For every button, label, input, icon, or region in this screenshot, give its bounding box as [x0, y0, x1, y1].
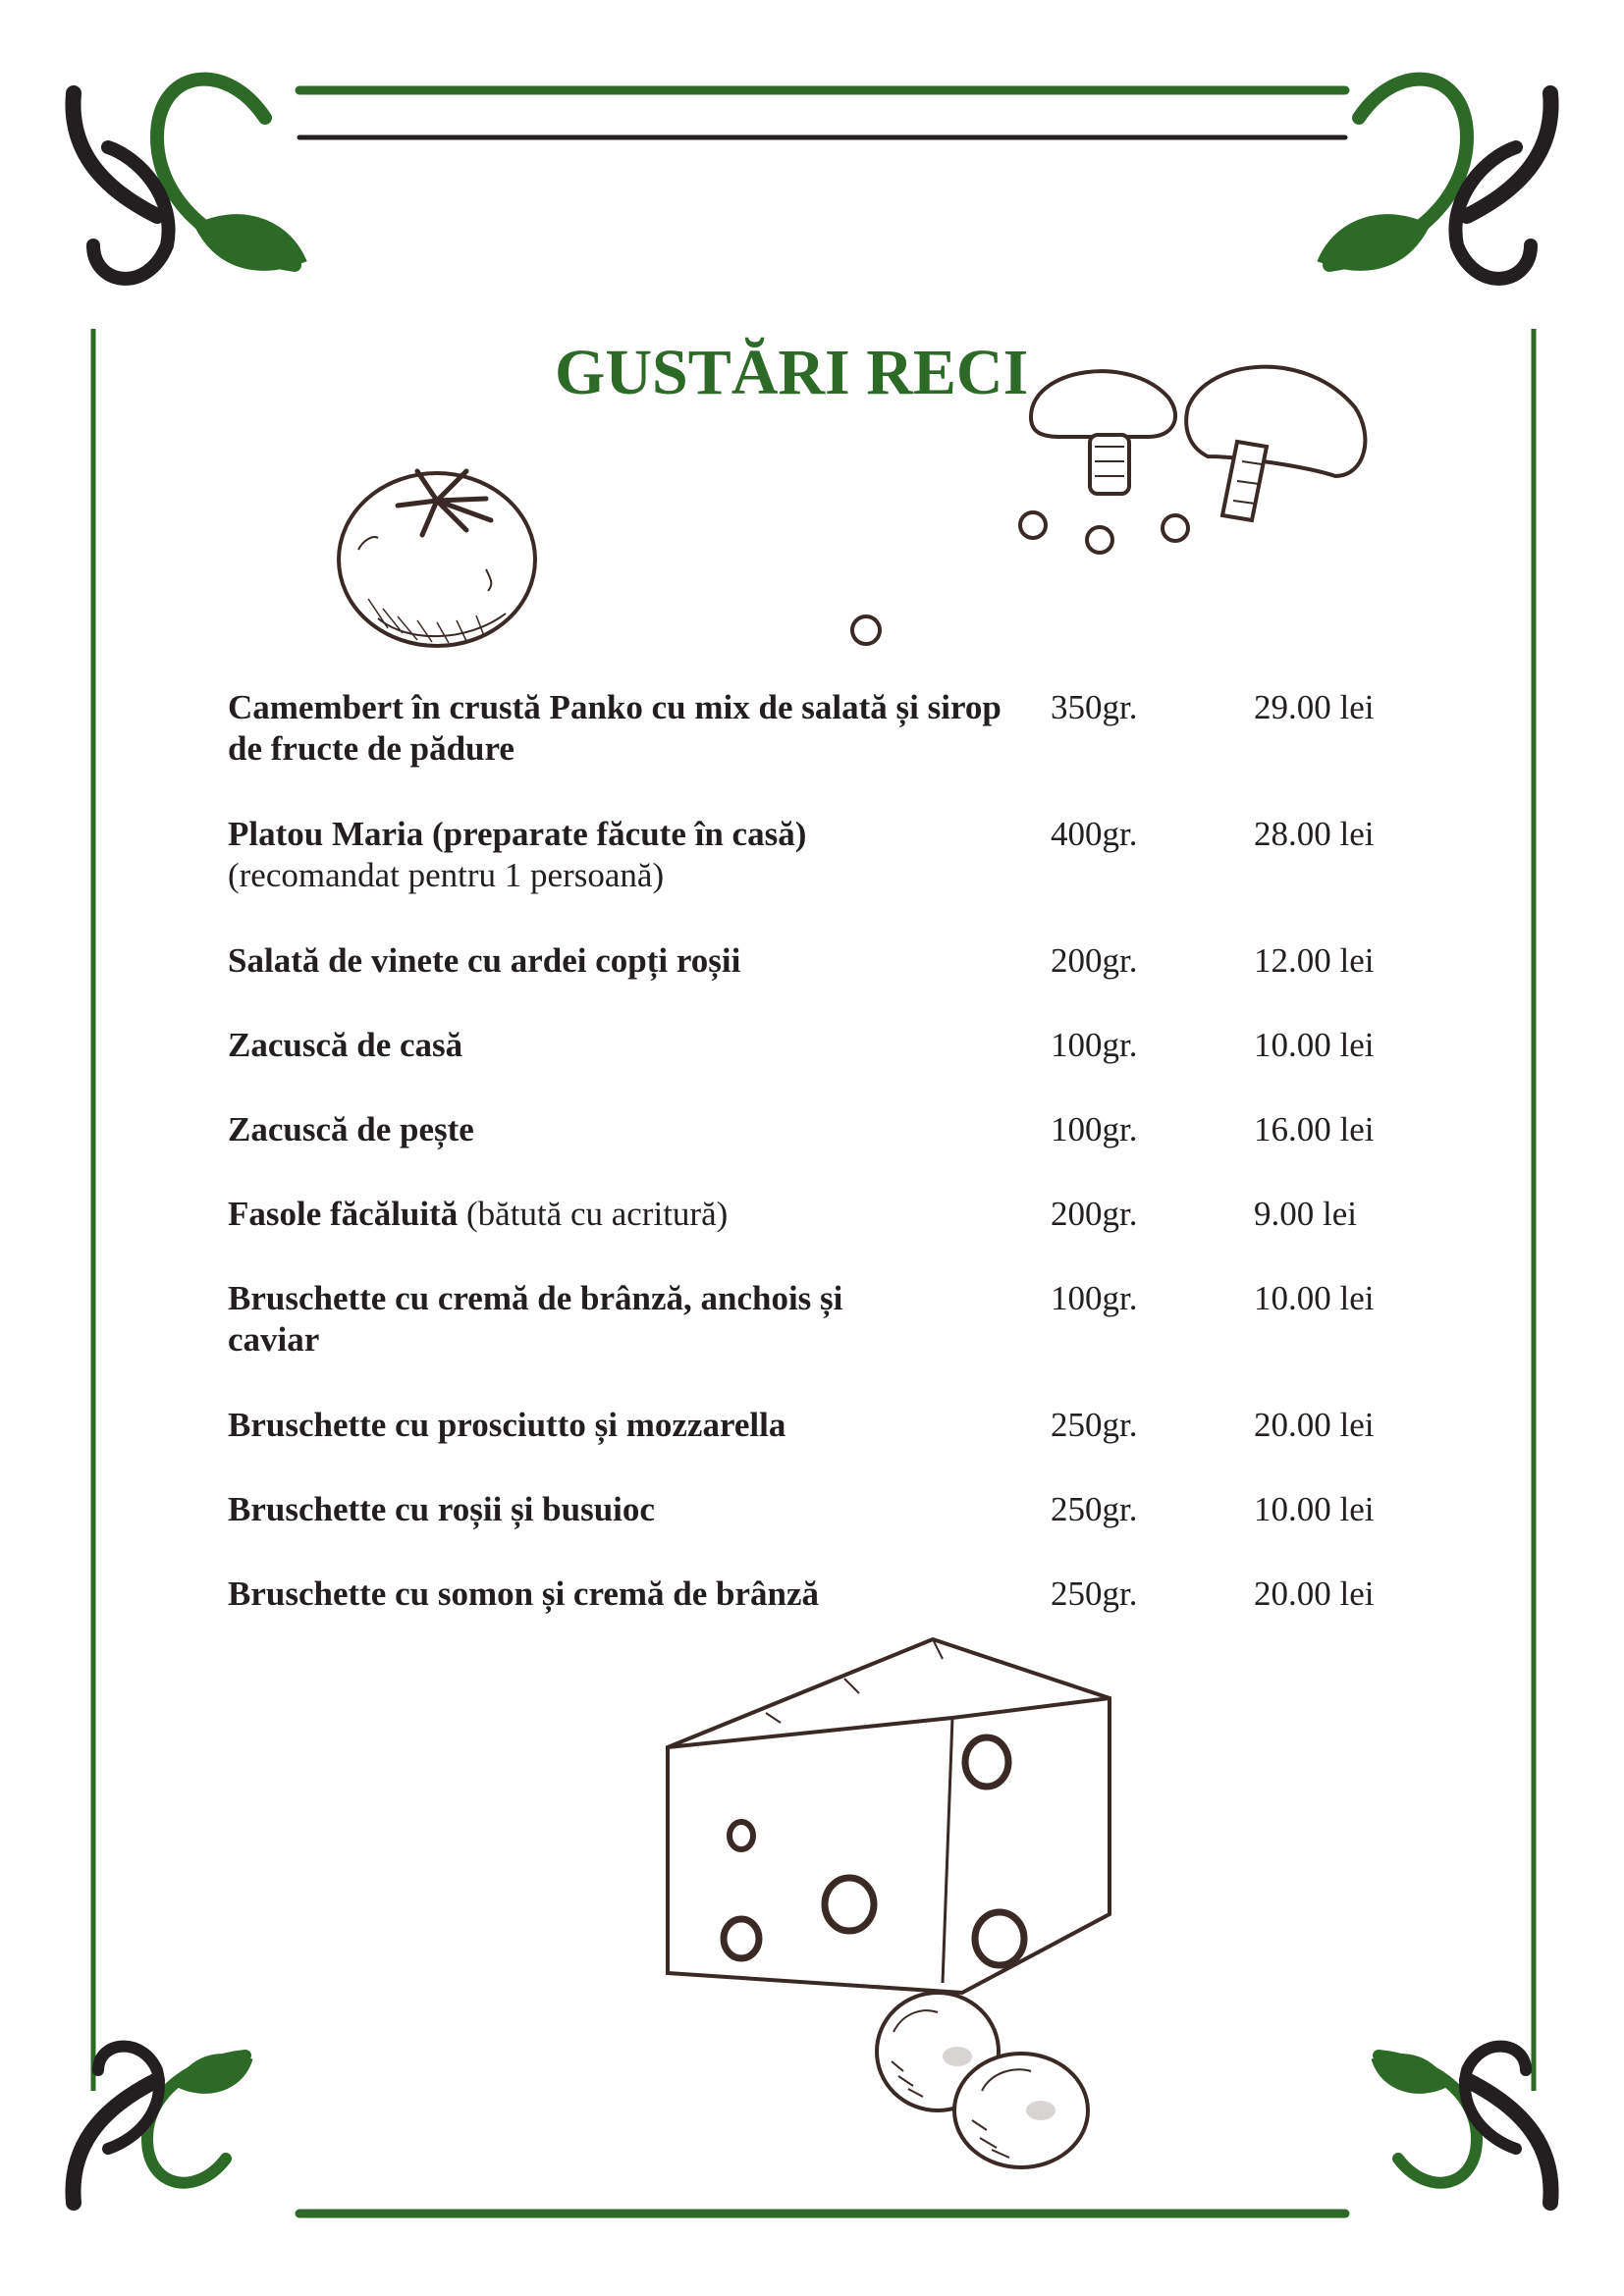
item-name: Camembert în crustă Panko cu mix de salată și sirop de fructe de pădure	[228, 688, 1001, 768]
item-name: Platou Maria (preparate făcute în casă)	[228, 815, 807, 853]
item-price: 28.00 lei	[1254, 815, 1375, 853]
item-price: 10.00 lei	[1254, 1490, 1375, 1528]
corner-ornament-bottom-left	[73, 2047, 250, 2203]
menu-title: GUSTĂRI RECI	[555, 337, 1029, 408]
item-price: 12.00 lei	[1254, 941, 1375, 980]
item-price: 20.00 lei	[1254, 1406, 1375, 1444]
item-note: (bătută cu acritură)	[466, 1195, 729, 1233]
corner-ornament-bottom-right	[1374, 2047, 1551, 2203]
item-weight: 100gr.	[1051, 1026, 1138, 1064]
item-weight: 350gr.	[1051, 688, 1138, 726]
item-name: Zacuscă de casă	[228, 1026, 463, 1064]
cheese-icon	[648, 1620, 1119, 2012]
item-weight: 100gr.	[1051, 1110, 1138, 1148]
item-price: 29.00 lei	[1254, 688, 1375, 726]
item-price: 10.00 lei	[1254, 1026, 1375, 1064]
olive-icon	[864, 1973, 1100, 2179]
mushroom-icon	[1011, 348, 1384, 682]
item-price: 10.00 lei	[1254, 1279, 1375, 1317]
item-name: Zacuscă de pește	[228, 1110, 474, 1148]
item-price: 20.00 lei	[1254, 1575, 1375, 1613]
item-weight: 250gr.	[1051, 1490, 1138, 1528]
tomato-icon	[319, 432, 555, 667]
item-name: Bruschette cu prosciutto și mozzarella	[228, 1406, 786, 1444]
corner-ornament-top-right	[1320, 80, 1551, 279]
item-weight: 400gr.	[1051, 815, 1138, 853]
item-price: 9.00 lei	[1254, 1195, 1357, 1233]
item-weight: 200gr.	[1051, 941, 1138, 980]
item-weight: 250gr.	[1051, 1406, 1138, 1444]
item-name: Bruschette cu somon și cremă de brânză	[228, 1575, 820, 1613]
item-weight: 250gr.	[1051, 1575, 1138, 1613]
item-name: Bruschette cu roșii și busuioc	[228, 1490, 655, 1528]
corner-ornament-top-left	[73, 80, 304, 279]
item-weight: 100gr.	[1051, 1279, 1138, 1317]
item-name: Salată de vinete cu ardei copți roșii	[228, 941, 741, 980]
item-price: 16.00 lei	[1254, 1110, 1375, 1148]
item-note: (recomandat pentru 1 persoană)	[228, 856, 665, 894]
item-weight: 200gr.	[1051, 1195, 1138, 1233]
item-name: Bruschette cu cremă de brânză, anchois și caviar	[228, 1279, 843, 1359]
item-name: Fasole făcăluită	[228, 1195, 459, 1233]
pea-icon	[846, 611, 886, 650]
